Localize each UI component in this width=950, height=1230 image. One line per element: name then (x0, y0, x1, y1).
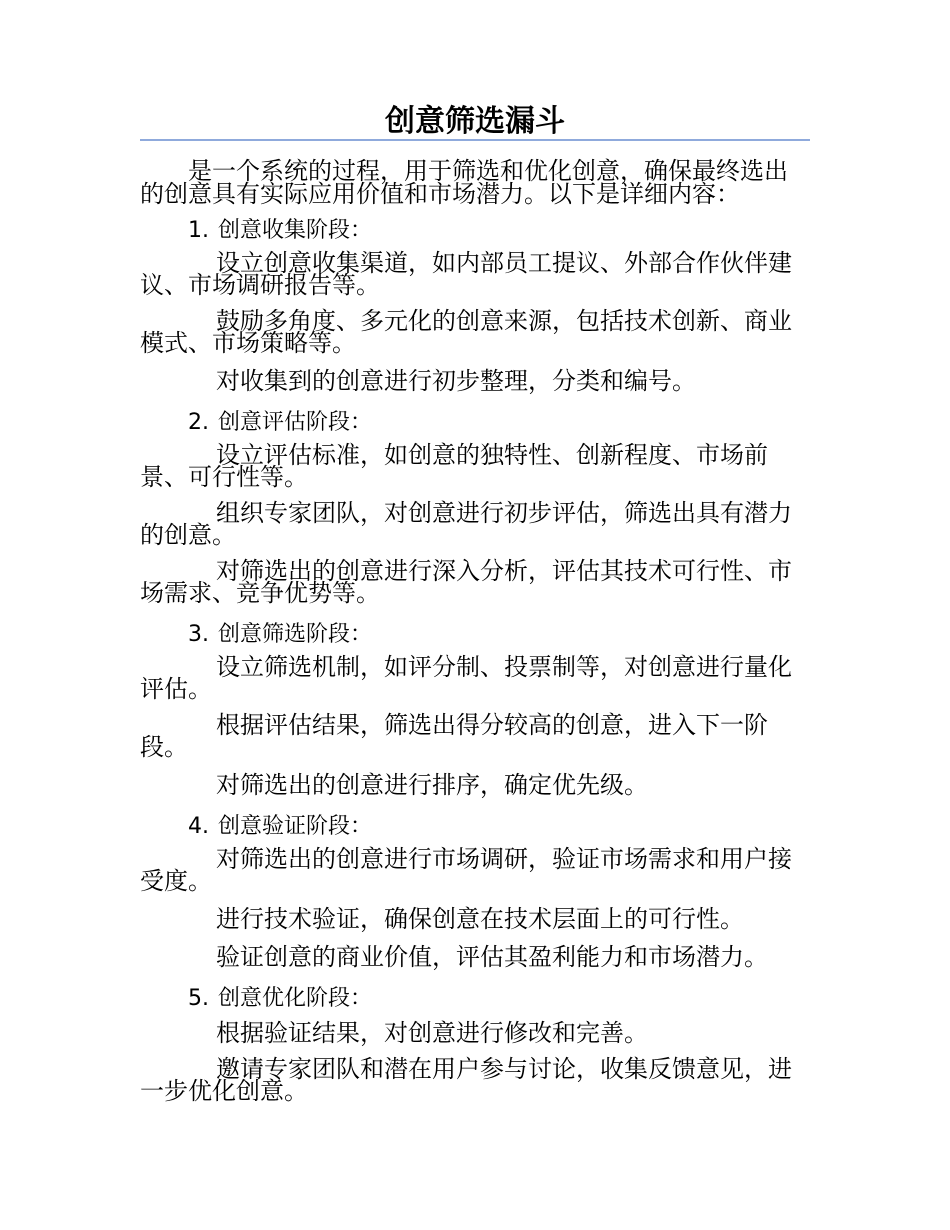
section-validate (140, 808, 810, 970)
section-item: 对筛选出的创意进行市场调研，验证市场需求和用户接受度。 (140, 845, 792, 895)
section-heading (140, 404, 810, 442)
section-item: 验证创意的商业价值，评估其盈利能力和市场潜力。 (216, 943, 768, 971)
section-heading-text: 创意评估阶段： (218, 410, 373, 435)
section-item: 对筛选出的创意进行排序，确定优先级。 (216, 771, 648, 799)
section-item: 组织专家团队，对创意进行初步评估，筛选出具有潜力的创意。 (140, 499, 792, 549)
section-item: 根据验证结果，对创意进行修改和完善。 (216, 1019, 648, 1047)
document-body (140, 157, 810, 1114)
section-item: 设立评估标准，如创意的独特性、创新程度、市场前景、可行性等。 (140, 441, 768, 491)
section-number: 3. (188, 622, 209, 647)
intro-paragraph: 是一个系统的过程，用于筛选和优化创意，确保最终选出的创意具有实际应用价值和市场潜力。以下是详细内容： (140, 157, 788, 208)
section-item: 对筛选出的创意进行深入分析，评估其技术可行性、市场需求、竞争优势等。 (140, 557, 792, 607)
section-collect (140, 212, 810, 394)
section-number: 4. (188, 814, 209, 839)
section-item: 进行技术验证，确保创意在技术层面上的可行性。 (216, 905, 744, 933)
section-item: 对收集到的创意进行初步整理，分类和编号。 (216, 367, 696, 395)
section-heading-text: 创意验证阶段： (218, 814, 373, 839)
section-evaluate (140, 404, 810, 607)
section-item: 根据评估结果，筛选出得分较高的创意，进入下一阶段。 (140, 711, 768, 761)
section-heading-text: 创意筛选阶段： (218, 622, 373, 647)
section-number: 2. (188, 410, 209, 435)
section-optimize (140, 980, 810, 1105)
section-number: 1. (188, 218, 209, 243)
section-heading (140, 808, 810, 846)
section-item: 设立筛选机制，如评分制、投票制等，对创意进行量化评估。 (140, 653, 792, 703)
section-heading (140, 980, 810, 1018)
section-screen (140, 616, 810, 798)
section-number: 5. (188, 986, 209, 1011)
section-heading-text: 创意收集阶段： (218, 218, 373, 243)
section-heading (140, 212, 810, 250)
section-item: 设立创意收集渠道，如内部员工提议、外部合作伙伴建议、市场调研报告等。 (140, 249, 792, 299)
section-item: 邀请专家团队和潜在用户参与讨论，收集反馈意见，进一步优化创意。 (140, 1055, 792, 1105)
section-heading-text: 创意优化阶段： (218, 986, 373, 1011)
section-heading (140, 616, 810, 654)
document-title: 创意筛选漏斗 (385, 104, 565, 139)
title-underline (140, 139, 810, 141)
section-item: 鼓励多角度、多元化的创意来源，包括技术创新、商业模式、市场策略等。 (140, 307, 792, 357)
